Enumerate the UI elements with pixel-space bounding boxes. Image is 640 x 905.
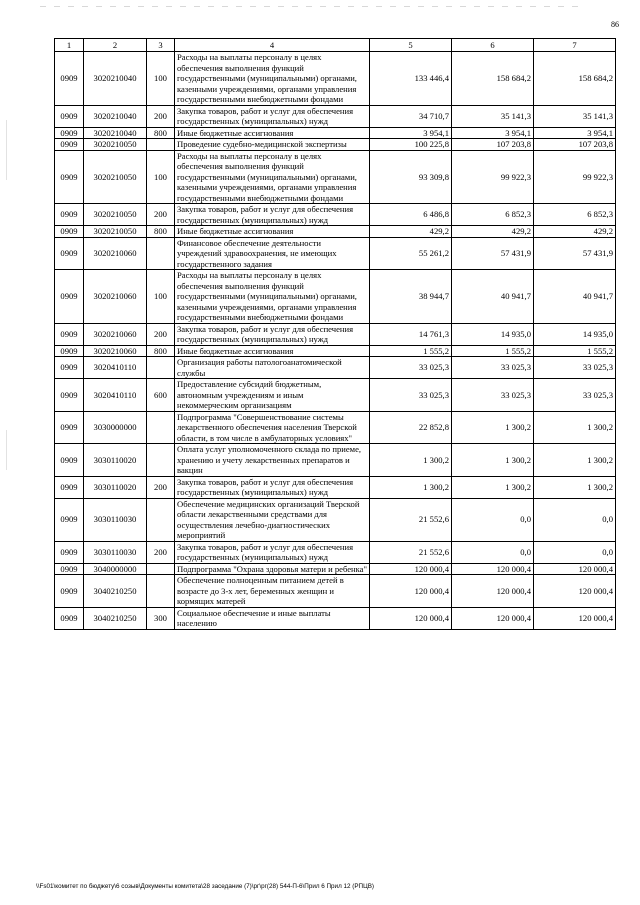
amount-year-1-cell: 429,2	[370, 226, 452, 238]
section-code-cell: 0909	[55, 127, 84, 139]
target-code-cell: 3020210040	[84, 52, 147, 106]
amount-year-3-cell: 99 922,3	[534, 150, 616, 204]
amount-year-3-cell: 120 000,4	[534, 607, 616, 629]
column-header: 6	[452, 39, 534, 52]
description-cell: Закупка товаров, работ и услуг для обеспечения государственных (муниципальных) нужд	[175, 204, 370, 226]
table-row	[55, 127, 616, 139]
section-code-cell: 0909	[55, 323, 84, 345]
amount-year-1-cell: 100 225,8	[370, 139, 452, 151]
description-cell: Иные бюджетные ассигнования	[175, 345, 370, 357]
table-row	[55, 607, 616, 629]
target-code-cell: 3020210060	[84, 270, 147, 324]
amount-year-3-cell: 33 025,3	[534, 379, 616, 412]
table-row	[55, 270, 616, 324]
table-row	[55, 226, 616, 238]
table-row	[55, 237, 616, 270]
section-code-cell: 0909	[55, 379, 84, 412]
table-row	[55, 498, 616, 541]
description-cell: Иные бюджетные ассигнования	[175, 127, 370, 139]
amount-year-2-cell: 35 141,3	[452, 105, 534, 127]
amount-year-2-cell: 1 300,2	[452, 411, 534, 444]
amount-year-1-cell: 6 486,8	[370, 204, 452, 226]
expense-type-cell: 200	[147, 541, 175, 563]
expense-type-cell	[147, 411, 175, 444]
amount-year-2-cell: 120 000,4	[452, 575, 534, 608]
expense-type-cell: 200	[147, 323, 175, 345]
amount-year-2-cell: 33 025,3	[452, 379, 534, 412]
table-row	[55, 204, 616, 226]
scan-artifact-line	[40, 6, 580, 7]
table-row	[55, 411, 616, 444]
expense-type-cell: 300	[147, 607, 175, 629]
table-row	[55, 105, 616, 127]
description-cell: Иные бюджетные ассигнования	[175, 226, 370, 238]
section-code-cell: 0909	[55, 226, 84, 238]
amount-year-3-cell: 1 555,2	[534, 345, 616, 357]
expense-type-cell: 200	[147, 105, 175, 127]
section-code-cell: 0909	[55, 575, 84, 608]
amount-year-1-cell: 93 309,8	[370, 150, 452, 204]
amount-year-2-cell: 120 000,4	[452, 563, 534, 575]
amount-year-3-cell: 40 941,7	[534, 270, 616, 324]
table-body	[55, 52, 616, 630]
target-code-cell: 3030000000	[84, 411, 147, 444]
section-code-cell: 0909	[55, 204, 84, 226]
expense-type-cell	[147, 575, 175, 608]
target-code-cell: 3020210050	[84, 150, 147, 204]
amount-year-2-cell: 0,0	[452, 541, 534, 563]
scan-edge-mark	[6, 430, 7, 470]
column-header: 4	[175, 39, 370, 52]
amount-year-1-cell: 38 944,7	[370, 270, 452, 324]
section-code-cell: 0909	[55, 105, 84, 127]
description-cell: Социальное обеспечение и иные выплаты населению	[175, 607, 370, 629]
target-code-cell: 3020210040	[84, 127, 147, 139]
table-row	[55, 444, 616, 477]
section-code-cell: 0909	[55, 607, 84, 629]
target-code-cell: 3040210250	[84, 575, 147, 608]
target-code-cell: 3040000000	[84, 563, 147, 575]
target-code-cell: 3020410110	[84, 379, 147, 412]
description-cell: Финансовое обеспечение деятельности учреждений здравоохранения, не имеющих государственного задания	[175, 237, 370, 270]
table-row	[55, 575, 616, 608]
target-code-cell: 3020210050	[84, 226, 147, 238]
scan-edge-mark	[6, 120, 7, 180]
expense-type-cell: 800	[147, 345, 175, 357]
section-code-cell: 0909	[55, 563, 84, 575]
table-row	[55, 357, 616, 379]
amount-year-2-cell: 3 954,1	[452, 127, 534, 139]
amount-year-3-cell: 1 300,2	[534, 411, 616, 444]
expense-type-cell	[147, 498, 175, 541]
expense-type-cell	[147, 139, 175, 151]
table-row	[55, 52, 616, 106]
amount-year-3-cell: 3 954,1	[534, 127, 616, 139]
target-code-cell: 3030110020	[84, 476, 147, 498]
amount-year-3-cell: 1 300,2	[534, 476, 616, 498]
amount-year-3-cell: 0,0	[534, 498, 616, 541]
amount-year-2-cell: 158 684,2	[452, 52, 534, 106]
budget-table	[54, 38, 616, 630]
amount-year-1-cell: 120 000,4	[370, 563, 452, 575]
description-cell: Проведение судебно-медицинской экспертизы	[175, 139, 370, 151]
target-code-cell: 3020210060	[84, 323, 147, 345]
section-code-cell: 0909	[55, 139, 84, 151]
amount-year-1-cell: 3 954,1	[370, 127, 452, 139]
amount-year-1-cell: 34 710,7	[370, 105, 452, 127]
table-row	[55, 139, 616, 151]
table-row	[55, 150, 616, 204]
amount-year-3-cell: 33 025,3	[534, 357, 616, 379]
amount-year-1-cell: 22 852,8	[370, 411, 452, 444]
amount-year-2-cell: 6 852,3	[452, 204, 534, 226]
page-number: 86	[611, 20, 619, 29]
amount-year-2-cell: 1 555,2	[452, 345, 534, 357]
amount-year-2-cell: 99 922,3	[452, 150, 534, 204]
target-code-cell: 3040210250	[84, 607, 147, 629]
expense-type-cell: 800	[147, 226, 175, 238]
expense-type-cell: 200	[147, 476, 175, 498]
expense-type-cell	[147, 237, 175, 270]
target-code-cell: 3020410110	[84, 357, 147, 379]
section-code-cell: 0909	[55, 476, 84, 498]
table-row	[55, 345, 616, 357]
description-cell: Оплата услуг уполномоченного склада по приеме, хранению и учету лекарственных препаратов и вакцин	[175, 444, 370, 477]
amount-year-1-cell: 33 025,3	[370, 379, 452, 412]
section-code-cell: 0909	[55, 444, 84, 477]
description-cell: Подпрограмма "Охрана здоровья матери и ребенка"	[175, 563, 370, 575]
amount-year-3-cell: 1 300,2	[534, 444, 616, 477]
amount-year-2-cell: 1 300,2	[452, 444, 534, 477]
amount-year-1-cell: 14 761,3	[370, 323, 452, 345]
table-row	[55, 379, 616, 412]
amount-year-3-cell: 107 203,8	[534, 139, 616, 151]
target-code-cell: 3020210060	[84, 237, 147, 270]
section-code-cell: 0909	[55, 357, 84, 379]
amount-year-3-cell: 35 141,3	[534, 105, 616, 127]
section-code-cell: 0909	[55, 498, 84, 541]
description-cell: Организация работы патологоанатомической службы	[175, 357, 370, 379]
section-code-cell: 0909	[55, 541, 84, 563]
amount-year-3-cell: 429,2	[534, 226, 616, 238]
amount-year-1-cell: 33 025,3	[370, 357, 452, 379]
amount-year-1-cell: 1 300,2	[370, 444, 452, 477]
description-cell: Предоставление субсидий бюджетным, автономным учреждениям и иным некоммерческим организациям	[175, 379, 370, 412]
section-code-cell: 0909	[55, 411, 84, 444]
section-code-cell: 0909	[55, 345, 84, 357]
expense-type-cell: 600	[147, 379, 175, 412]
description-cell: Закупка товаров, работ и услуг для обеспечения государственных (муниципальных) нужд	[175, 476, 370, 498]
target-code-cell: 3030110030	[84, 541, 147, 563]
description-cell: Расходы на выплаты персоналу в целях обеспечения выполнения функций государственными (муниципальными) органами, казенными учреждениями, органами управления государственными внебюджетными фондами	[175, 150, 370, 204]
section-code-cell: 0909	[55, 270, 84, 324]
table-header-row	[55, 39, 616, 52]
footer-file-path: \\Fs01\комитет по бюджету\6 созыв\Документы комитета\28 заседание (7)\рг\рг(28) 544-П-6\Прил 6 Прил 12 (РПЦВ)	[36, 883, 375, 890]
amount-year-2-cell: 14 935,0	[452, 323, 534, 345]
amount-year-2-cell: 57 431,9	[452, 237, 534, 270]
amount-year-3-cell: 120 000,4	[534, 563, 616, 575]
amount-year-3-cell: 158 684,2	[534, 52, 616, 106]
target-code-cell: 3020210050	[84, 139, 147, 151]
expense-type-cell: 800	[147, 127, 175, 139]
description-cell: Расходы на выплаты персоналу в целях обеспечения выполнения функций государственными (муниципальными) органами, казенными учреждениями, органами управления государственными внебюджетными фондами	[175, 270, 370, 324]
target-code-cell: 3030110030	[84, 498, 147, 541]
table-row	[55, 541, 616, 563]
amount-year-1-cell: 1 555,2	[370, 345, 452, 357]
table-row	[55, 476, 616, 498]
section-code-cell: 0909	[55, 150, 84, 204]
description-cell: Обеспечение полноценным питанием детей в возрасте до 3-х лет, беременных женщин и кормящих матерей	[175, 575, 370, 608]
target-code-cell: 3030110020	[84, 444, 147, 477]
expense-type-cell: 100	[147, 270, 175, 324]
amount-year-2-cell: 40 941,7	[452, 270, 534, 324]
amount-year-3-cell: 6 852,3	[534, 204, 616, 226]
amount-year-2-cell: 120 000,4	[452, 607, 534, 629]
column-header: 5	[370, 39, 452, 52]
expense-type-cell: 100	[147, 52, 175, 106]
target-code-cell: 3020210050	[84, 204, 147, 226]
amount-year-1-cell: 120 000,4	[370, 607, 452, 629]
description-cell: Закупка товаров, работ и услуг для обеспечения государственных (муниципальных) нужд	[175, 323, 370, 345]
column-header: 2	[84, 39, 147, 52]
target-code-cell: 3020210060	[84, 345, 147, 357]
description-cell: Обеспечение медицинских организаций Тверской области лекарственными средствами для осуществления лечебно-диагностических мероприятий	[175, 498, 370, 541]
description-cell: Подпрограмма "Совершенствование системы лекарственного обеспечения населения Тверской области, в том числе в амбулаторных условиях"	[175, 411, 370, 444]
amount-year-2-cell: 1 300,2	[452, 476, 534, 498]
amount-year-3-cell: 57 431,9	[534, 237, 616, 270]
description-cell: Закупка товаров, работ и услуг для обеспечения государственных (муниципальных) нужд	[175, 105, 370, 127]
description-cell: Расходы на выплаты персоналу в целях обеспечения выполнения функций государственными (муниципальными) органами, казенными учреждениями, органами управления государственными внебюджетными фондами	[175, 52, 370, 106]
column-header: 3	[147, 39, 175, 52]
amount-year-1-cell: 120 000,4	[370, 575, 452, 608]
expense-type-cell: 200	[147, 204, 175, 226]
amount-year-3-cell: 0,0	[534, 541, 616, 563]
column-header: 7	[534, 39, 616, 52]
section-code-cell: 0909	[55, 237, 84, 270]
amount-year-2-cell: 0,0	[452, 498, 534, 541]
amount-year-1-cell: 21 552,6	[370, 498, 452, 541]
amount-year-3-cell: 14 935,0	[534, 323, 616, 345]
section-code-cell: 0909	[55, 52, 84, 106]
amount-year-1-cell: 21 552,6	[370, 541, 452, 563]
table-row	[55, 563, 616, 575]
amount-year-3-cell: 120 000,4	[534, 575, 616, 608]
description-cell: Закупка товаров, работ и услуг для обеспечения государственных (муниципальных) нужд	[175, 541, 370, 563]
amount-year-2-cell: 429,2	[452, 226, 534, 238]
target-code-cell: 3020210040	[84, 105, 147, 127]
expense-type-cell	[147, 357, 175, 379]
amount-year-1-cell: 55 261,2	[370, 237, 452, 270]
expense-type-cell: 100	[147, 150, 175, 204]
amount-year-2-cell: 107 203,8	[452, 139, 534, 151]
expense-type-cell	[147, 444, 175, 477]
column-header: 1	[55, 39, 84, 52]
table-row	[55, 323, 616, 345]
amount-year-1-cell: 133 446,4	[370, 52, 452, 106]
expense-type-cell	[147, 563, 175, 575]
amount-year-2-cell: 33 025,3	[452, 357, 534, 379]
amount-year-1-cell: 1 300,2	[370, 476, 452, 498]
